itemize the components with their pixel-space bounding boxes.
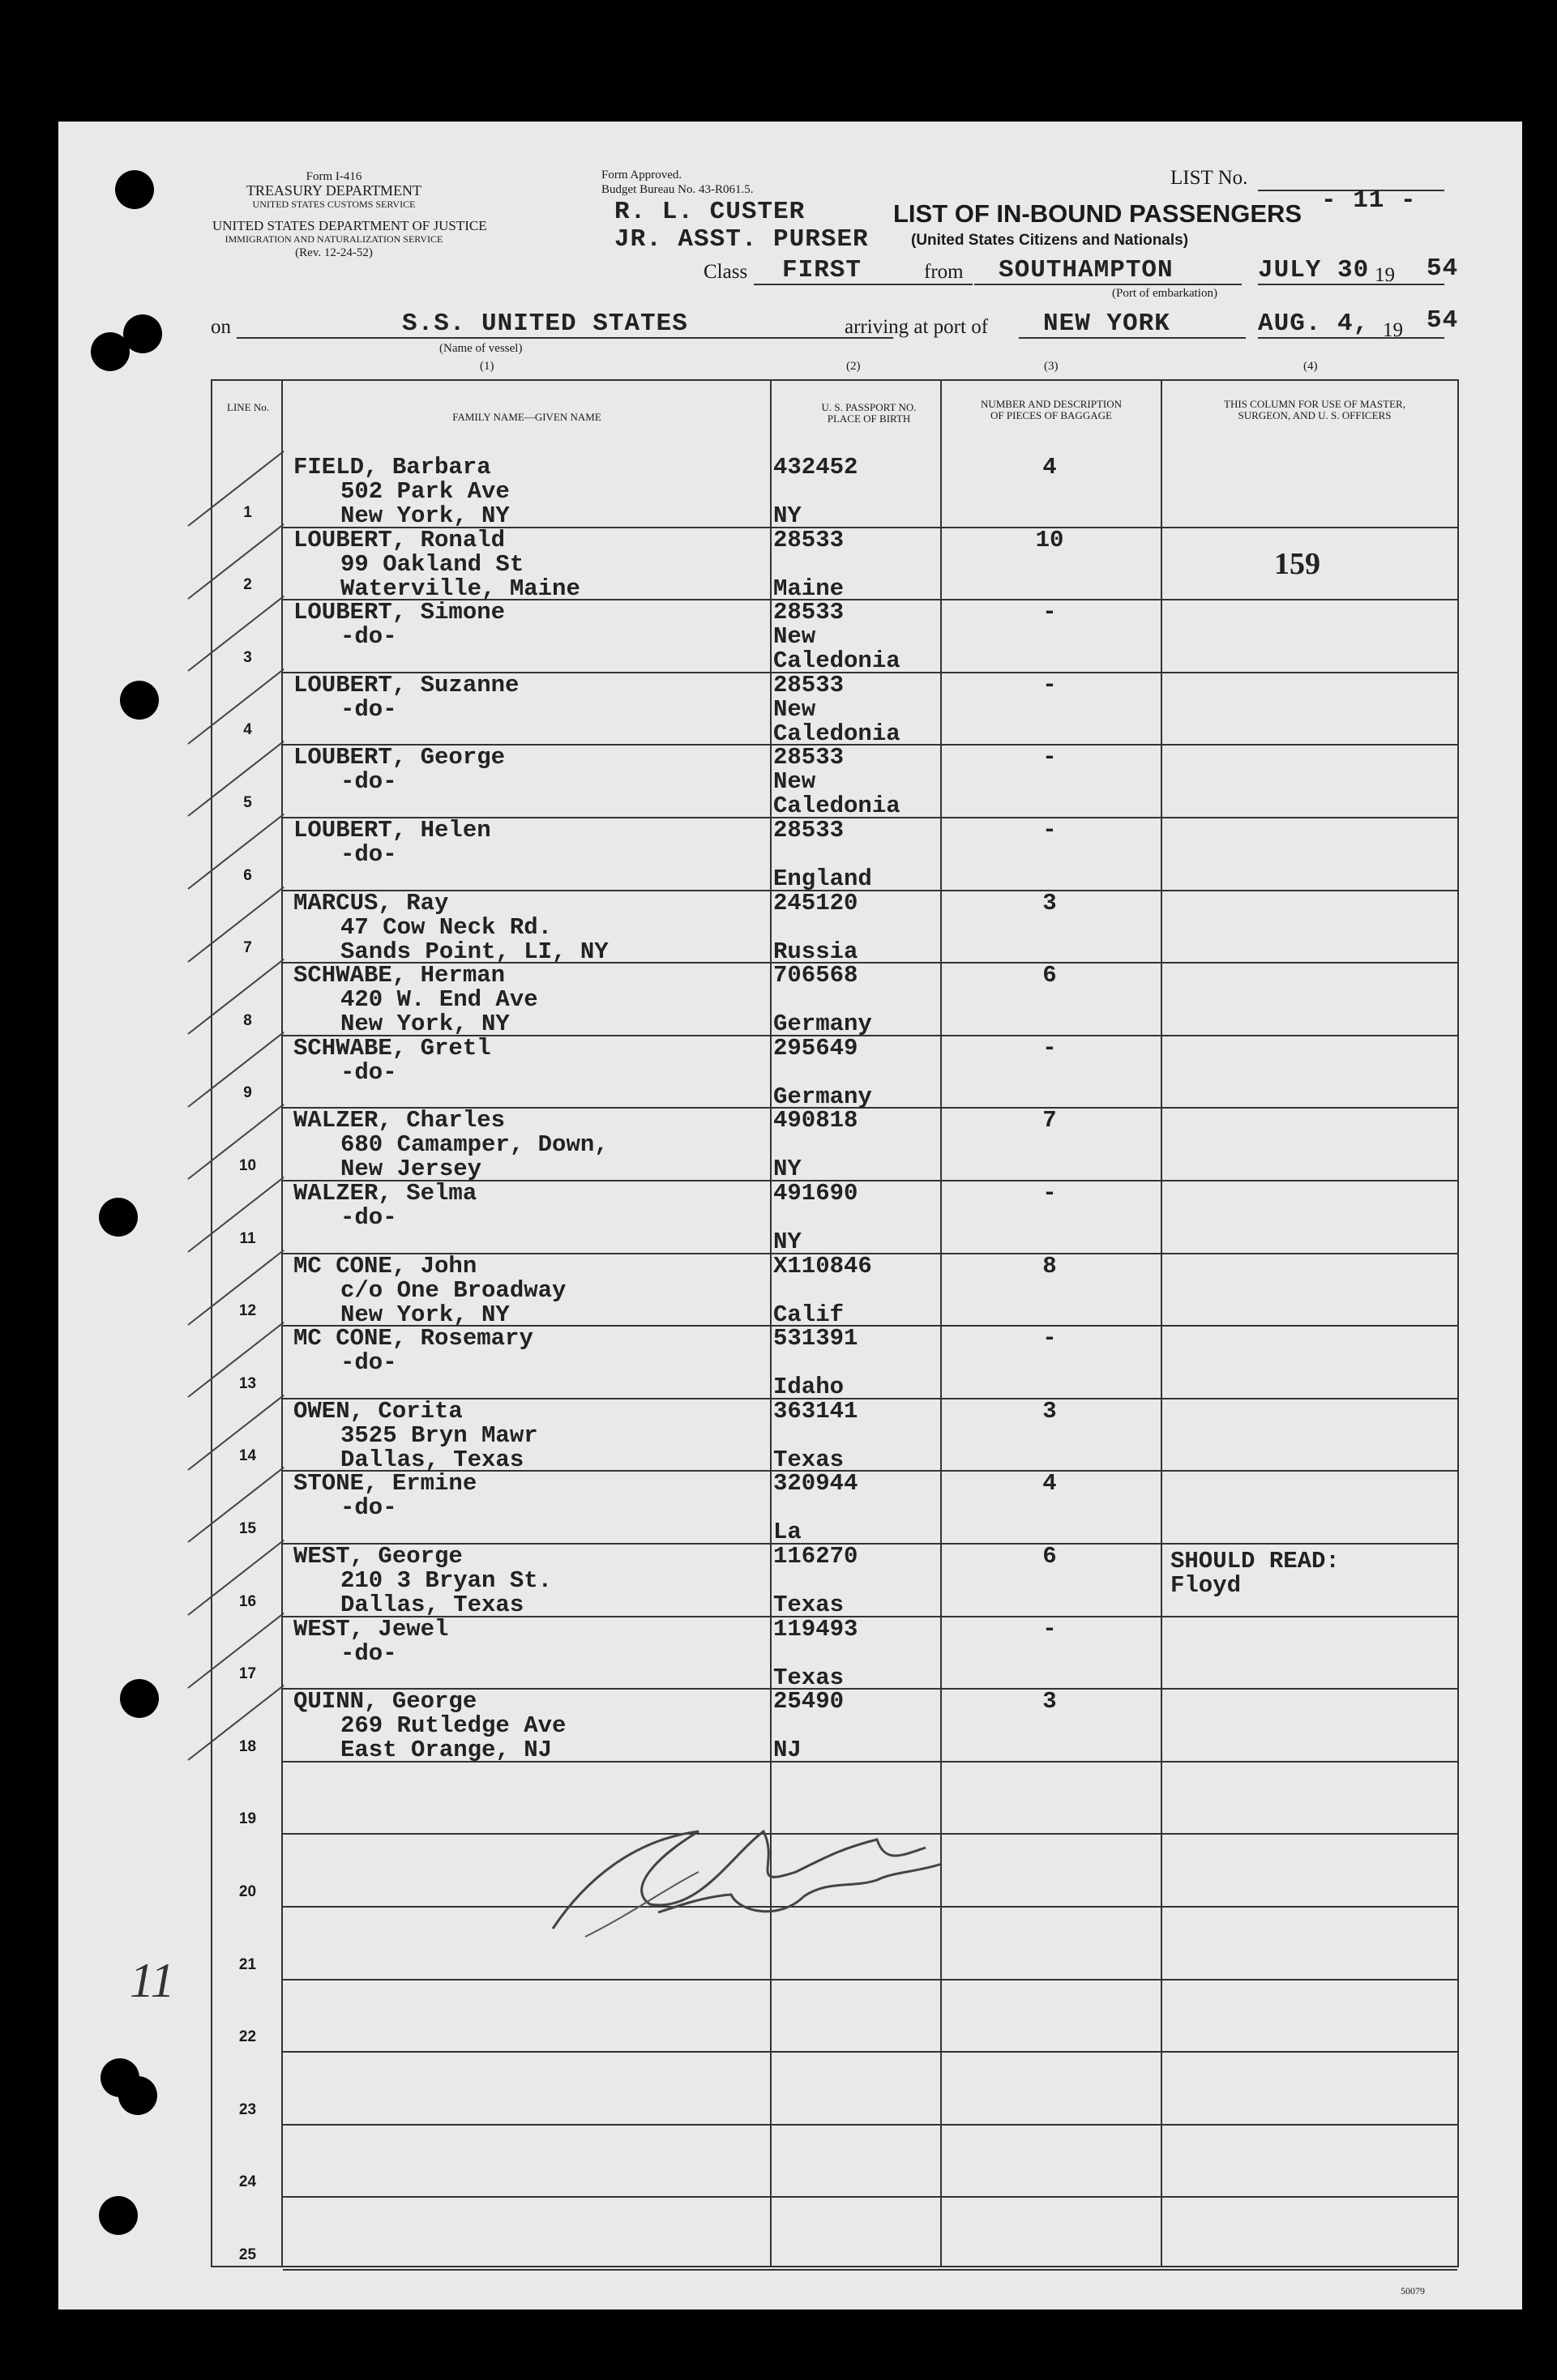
passport-number: 491690 (773, 1180, 858, 1207)
passenger-name: SCHWABE, Gretl (293, 1034, 491, 1062)
passenger-name: QUINN, George (293, 1688, 477, 1716)
passport-number: 28533 (773, 599, 845, 626)
agency-block (212, 170, 456, 212)
place-of-birth: Caledonia (773, 793, 900, 820)
passenger-address-line1: 680 Camamper, Down, (340, 1131, 609, 1159)
form-approved: Form Approved. (601, 169, 682, 182)
line-number: 7 (243, 939, 252, 957)
from-label: from (924, 261, 964, 283)
arrival-date: AUG. 4, (1258, 310, 1370, 338)
place-of-birth: Texas (773, 1446, 845, 1473)
punch-hole (120, 681, 159, 720)
passenger-address-line2: New York, NY (340, 1011, 510, 1038)
passenger-name: WEST, George (293, 1543, 463, 1570)
place-of-birth: NY (773, 1228, 802, 1255)
passenger-address-line1: 269 Rutledge Ave (340, 1712, 567, 1740)
line-number: 10 (238, 1157, 257, 1174)
passport-number: 706568 (773, 962, 858, 989)
line-number: 21 (238, 1955, 257, 1973)
ins-service: IMMIGRATION AND NATURALIZATION SERVICE (225, 233, 443, 245)
line-number: 8 (243, 1011, 252, 1029)
signature-stamp (537, 1750, 990, 1953)
col1-number: (1) (480, 360, 494, 373)
line-number: 19 (238, 1810, 257, 1828)
passenger-address-line2: New York, NY (340, 1301, 510, 1328)
departure-year: 54 (1427, 254, 1459, 283)
list-number: - 11 - (1321, 186, 1417, 215)
line-number: 3 (243, 648, 252, 666)
departure-year-prefix: 19 (1375, 264, 1395, 286)
passenger-address-line1: -do- (340, 623, 397, 651)
header-name: FAMILY NAME—GIVEN NAME (452, 411, 601, 423)
line-number: 14 (238, 1447, 257, 1465)
place-of-birth: Germany (773, 1083, 872, 1110)
on-label: on (211, 316, 231, 338)
birthplace-line1: New (773, 695, 816, 723)
baggage-count: 7 (1042, 1107, 1057, 1134)
line-number: 2 (243, 576, 252, 594)
row-divider (283, 2196, 1457, 2198)
list-no-label: LIST No. (1170, 167, 1248, 189)
line-number: 13 (238, 1374, 257, 1392)
vessel-name: S.S. UNITED STATES (402, 310, 688, 338)
baggage-count: 4 (1042, 454, 1057, 481)
header-officers: THIS COLUMN FOR USE OF MASTER, SURGEON, AND U. S. OFFICERS (1224, 398, 1405, 421)
punch-hole (120, 1679, 159, 1718)
row-divider (283, 2124, 1457, 2126)
arrival-year-prefix: 19 (1383, 319, 1403, 341)
line-number: 16 (238, 1592, 257, 1610)
punch-hole (118, 2076, 157, 2115)
passport-number: 28533 (773, 671, 845, 699)
passport-number: 320944 (773, 1470, 858, 1498)
line-number: 23 (238, 2100, 257, 2118)
passport-number: X110846 (773, 1252, 872, 1280)
purser-title: JR. ASST. PURSER (614, 225, 869, 254)
col2-number: (2) (846, 360, 861, 373)
col3-number: (3) (1044, 360, 1059, 373)
header-passport: U. S. PASSPORT NO. PLACE OF BIRTH (821, 401, 917, 425)
manifest-page (58, 122, 1522, 2309)
form-subtitle: (United States Citizens and Nationals) (911, 232, 1189, 249)
line-number: 22 (238, 2028, 257, 2046)
punch-hole (99, 1198, 138, 1237)
justice-dept: UNITED STATES DEPARTMENT OF JUSTICE (212, 218, 487, 233)
line-number: 5 (243, 794, 252, 811)
place-of-birth: Caledonia (773, 647, 900, 675)
passport-number: 432452 (773, 454, 858, 481)
passenger-name: MC CONE, John (293, 1252, 477, 1280)
line-number: 20 (238, 1883, 257, 1900)
birthplace-line1: New (773, 768, 816, 796)
passenger-table (211, 379, 1459, 2267)
place-of-birth: Caledonia (773, 720, 900, 747)
place-of-birth: La (773, 1519, 802, 1546)
baggage-count: 3 (1042, 889, 1057, 917)
from-port: SOUTHAMPTON (999, 256, 1174, 284)
header-baggage: NUMBER AND DESCRIPTION OF PIECES OF BAGGAGE (980, 398, 1123, 421)
class-value: FIRST (782, 256, 862, 284)
passenger-name: SCHWABE, Herman (293, 962, 506, 989)
place-of-birth: England (773, 865, 872, 892)
baggage-count: 3 (1042, 1688, 1057, 1716)
line-number: 25 (238, 2246, 257, 2263)
passenger-address-line1: -do- (340, 1494, 397, 1522)
line-number: 24 (238, 2173, 257, 2191)
place-of-birth: Texas (773, 1592, 845, 1618)
passport-number: 28533 (773, 744, 845, 771)
punch-hole (123, 314, 162, 353)
baggage-count: - (1042, 1034, 1057, 1062)
place-of-birth: NJ (773, 1737, 802, 1764)
passport-number: 295649 (773, 1034, 858, 1062)
baggage-count: 3 (1042, 1397, 1057, 1425)
passenger-address-line1: 420 W. End Ave (340, 986, 538, 1014)
officer-note-line2: Floyd (1170, 1572, 1242, 1599)
place-of-birth: Germany (773, 1011, 872, 1038)
baggage-count: 6 (1042, 962, 1057, 989)
passenger-name: LOUBERT, Suzanne (293, 671, 520, 699)
form-number: Form I-416 (306, 170, 362, 183)
arrival-port: NEW YORK (1043, 310, 1170, 338)
passenger-address-line2: Waterville, Maine (340, 575, 580, 602)
form-revision: (Rev. 12-24-52) (295, 246, 373, 259)
line-number: 18 (238, 1737, 257, 1755)
passenger-address-line2: Dallas, Texas (340, 1592, 524, 1618)
passenger-address-line1: 99 Oakland St (340, 550, 524, 578)
baggage-count: - (1042, 671, 1057, 699)
baggage-count: - (1042, 817, 1057, 844)
line-number: 6 (243, 866, 252, 884)
row-divider (283, 1979, 1457, 1980)
header-line-no: LINE No. (227, 401, 269, 413)
departure-date: JULY 30 (1258, 256, 1370, 284)
passenger-address-line2: East Orange, NJ (340, 1737, 553, 1764)
vessel-label: (Name of vessel) (439, 342, 523, 355)
passport-number: 119493 (773, 1615, 858, 1643)
passenger-address-line1: -do- (340, 1204, 397, 1231)
passenger-name: OWEN, Corita (293, 1397, 463, 1425)
line-number: 17 (238, 1665, 257, 1683)
passenger-address-line1: -do- (340, 841, 397, 868)
baggage-count: - (1042, 1180, 1057, 1207)
place-of-birth: Maine (773, 575, 845, 602)
place-of-birth: Idaho (773, 1374, 845, 1401)
baggage-count: 8 (1042, 1252, 1057, 1280)
line-number: 12 (238, 1302, 257, 1320)
passenger-name: WALZER, Charles (293, 1107, 506, 1134)
arrival-year: 54 (1427, 306, 1459, 335)
punch-hole (99, 2196, 138, 2235)
budget-bureau: Budget Bureau No. 43-R061.5. (601, 183, 754, 196)
margin-mark: 11 (130, 1954, 175, 2007)
place-of-birth: NY (773, 502, 802, 529)
passenger-name: WALZER, Selma (293, 1180, 477, 1207)
passenger-address-line2: Sands Point, LI, NY (340, 938, 609, 965)
passport-number: 28533 (773, 817, 845, 844)
passenger-address-line1: 210 3 Bryan St. (340, 1567, 553, 1594)
line-number: 4 (243, 721, 252, 739)
form-title: LIST OF IN-BOUND PASSENGERS (893, 199, 1302, 228)
passport-number: 363141 (773, 1397, 858, 1425)
baggage-count: 10 (1035, 526, 1064, 553)
passenger-address-line1: c/o One Broadway (340, 1276, 567, 1304)
col4-number: (4) (1303, 360, 1318, 373)
passenger-name: LOUBERT, Simone (293, 599, 506, 626)
baggage-count: - (1042, 1615, 1057, 1643)
baggage-count: - (1042, 744, 1057, 771)
passenger-name: LOUBERT, Helen (293, 817, 491, 844)
baggage-count: - (1042, 599, 1057, 626)
passenger-address-line1: 3525 Bryn Mawr (340, 1421, 538, 1449)
passport-number: 490818 (773, 1107, 858, 1134)
row-divider (283, 2051, 1457, 2053)
customs-service: UNITED STATES CUSTOMS SERVICE (252, 199, 416, 210)
justice-block (212, 218, 487, 260)
passenger-address-line1: -do- (340, 768, 397, 796)
passport-number: 28533 (773, 526, 845, 553)
arriving-label: arriving at port of (845, 316, 989, 338)
passport-number: 245120 (773, 889, 858, 917)
passenger-name: WEST, Jewel (293, 1615, 449, 1643)
passenger-address-line2: Dallas, Texas (340, 1446, 524, 1473)
passenger-name: LOUBERT, George (293, 744, 506, 771)
line-number: 9 (243, 1084, 252, 1102)
passenger-address-line1: 47 Cow Neck Rd. (340, 913, 553, 941)
passenger-name: FIELD, Barbara (293, 454, 491, 481)
passenger-address-line1: -do- (340, 1058, 397, 1086)
place-of-birth: Calif (773, 1301, 845, 1328)
class-label: Class (704, 261, 748, 283)
passport-number: 531391 (773, 1325, 858, 1352)
place-of-birth: Texas (773, 1664, 845, 1691)
row-divider (283, 2269, 1457, 2271)
footer-code: 50079 (1401, 2285, 1425, 2297)
treasury-dept: TREASURY DEPARTMENT (246, 182, 422, 199)
passenger-address-line1: -do- (340, 1639, 397, 1667)
line-number: 11 (239, 1229, 256, 1247)
passenger-name: MARCUS, Ray (293, 889, 449, 917)
place-of-birth: NY (773, 1156, 802, 1183)
place-of-birth: Russia (773, 938, 858, 965)
passenger-address-line1: -do- (340, 695, 397, 723)
passenger-name: LOUBERT, Ronald (293, 526, 506, 553)
birthplace-line1: New (773, 623, 816, 651)
passenger-name: MC CONE, Rosemary (293, 1325, 533, 1352)
officer-note: 159 (1274, 546, 1320, 581)
passenger-address-line2: New Jersey (340, 1156, 482, 1183)
passenger-name: STONE, Ermine (293, 1470, 477, 1498)
baggage-count: - (1042, 1325, 1057, 1352)
punch-hole (115, 170, 154, 209)
port-embark-label: (Port of embarkation) (1112, 287, 1217, 300)
officer-note: SHOULD READ: (1170, 1548, 1340, 1575)
baggage-count: 6 (1042, 1543, 1057, 1570)
passport-number: 116270 (773, 1543, 858, 1570)
purser-name: R. L. CUSTER (614, 198, 806, 226)
passenger-address-line1: 502 Park Ave (340, 478, 510, 505)
passenger-address-line2: New York, NY (340, 502, 510, 529)
line-number: 1 (243, 503, 252, 521)
passport-number: 25490 (773, 1688, 845, 1716)
line-number: 15 (238, 1520, 257, 1537)
baggage-count: 4 (1042, 1470, 1057, 1498)
passenger-address-line1: -do- (340, 1349, 397, 1377)
